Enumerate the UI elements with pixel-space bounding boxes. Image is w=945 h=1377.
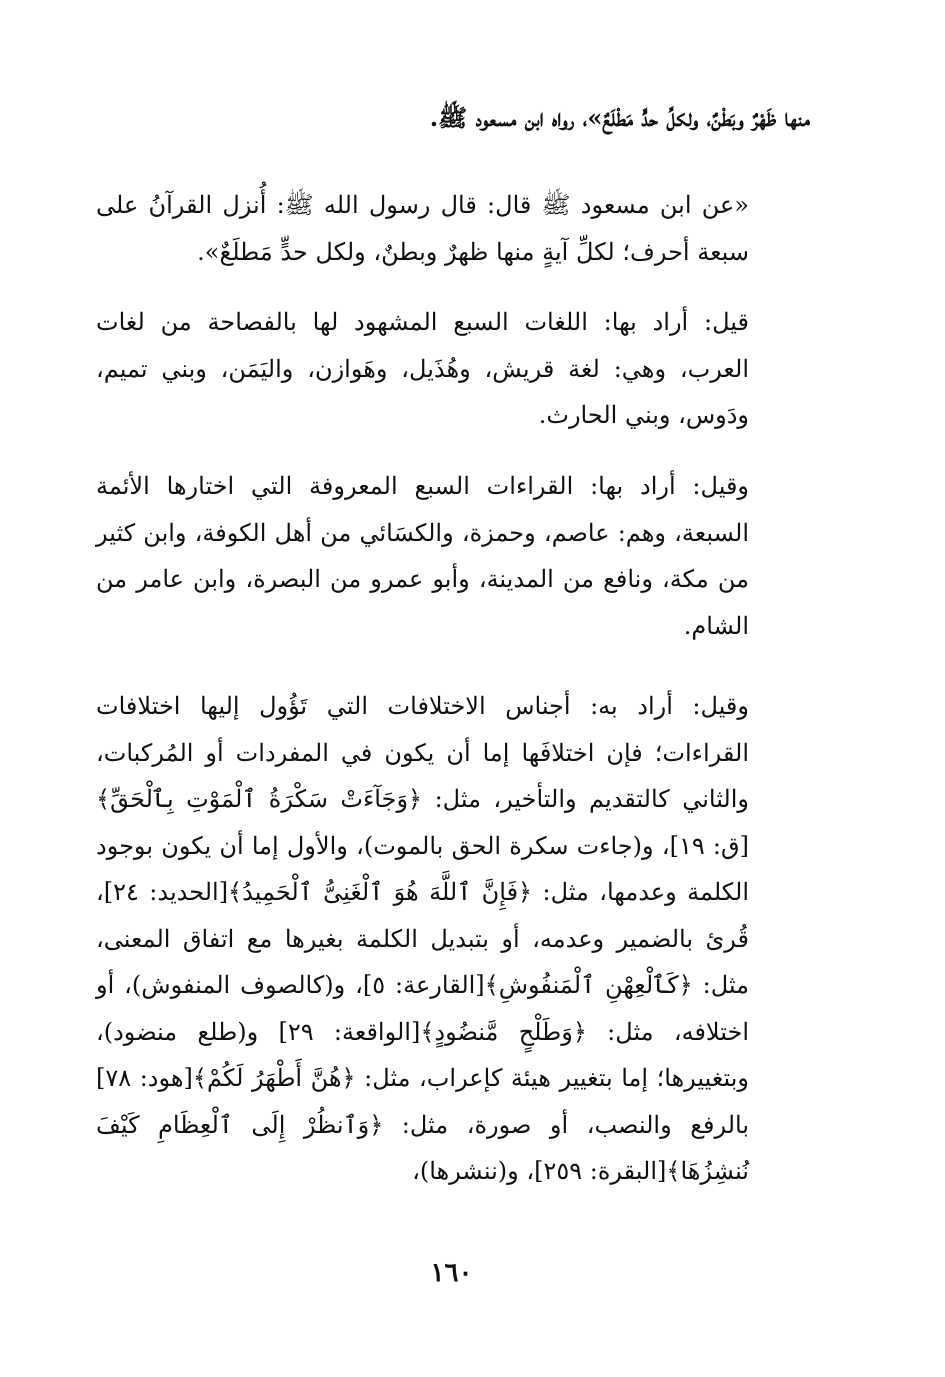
page-number: ١٦٠ [430,1258,473,1288]
paragraph-text: «عن ابن مسعود ﷺ قال: قال رسول الله ﷺ: أُنزل القرآنُ على سبعة أحرف؛ لكلِّ آيةٍ منها ظهرٌ وبطنٌ، ولكل حدٍّ مَطلَعٌ». [96,191,749,266]
paragraph-hadith [96,182,807,275]
paragraph-second-opinion [96,463,807,649]
paragraph-text: وقيل: أراد به: أجناس الاختلافات التي تَؤُول إليها اختلافات القراءات؛ فإن اختلافَها إما أن يكون في المفردات أو المُركبات، والثاني كالتقديم والتأخير، مثل: ﴿وَجَآءَتْ سَكْرَةُ ٱلْمَوْتِ بِٱلْحَقِّ﴾[ق: ١٩]، و(جاءت سكرة الحق بالموت)، والأول إما أن يكون بوجود الكلمة وعدمها، مثل: ﴿فَإِنَّ ٱللَّهَ هُوَ ٱلْغَنِىُّ ٱلْحَمِيدُ﴾[الحديد: ٢٤]، قُرئ بالضمير وعدمه، أو بتبديل الكلمة بغيرها مع اتفاق المعنى، مثل: ﴿كَٱلْعِهْنِ ٱلْمَنفُوشِ﴾[القارعة: ٥]، و(كالصوف المنفوش)، أو اختلافه، مثل: ﴿وَطَلْحٍ مَّنضُودٍ﴾[الواقعة: ٢٩] و(طلع منضود)، وبتغييرها؛ إما بتغيير هيئة كإعراب، مثل: ﴿هُنَّ أَطْهَرُ لَكُمْ﴾[هود: ٧٨] بالرفع والنصب، أو صورة، مثل: ﴿وَٱنظُرْ إِلَى ٱلْعِظَامِ كَيْفَ نُنشِزُهَا﴾[البقرة: ٢٥٩]، و(ننشرها)، [96,692,749,1185]
paragraph-third-opinion [96,683,807,1195]
paragraph-first-opinion [96,299,807,439]
page [96,0,810,1377]
continued-hadith-line: منها ظَهْرٌ وبَطْنٌ، ولكلِّ حدٍّ مَطْلَعٌ»، رواه ابن مسعود ﷺ. [429,103,810,132]
paragraph-text: قيل: أراد بها: اللغات السبع المشهود لها بالفصاحة من لغات العرب، وهي: لغة قريش، وهُذَيل، وهَوازن، واليَمَن، وبني تميم، ودَوس، وبني الحارث. [96,308,749,429]
paragraph-text: وقيل: أراد بها: القراءات السبع المعروفة التي اختارها الأئمة السبعة، وهم: عاصم، وحمزة، والكسَائي من أهل الكوفة، وابن كثير من مكة، ونافع من المدينة، وأبو عمرو من البصرة، وابن عامر من الشام. [96,472,749,640]
